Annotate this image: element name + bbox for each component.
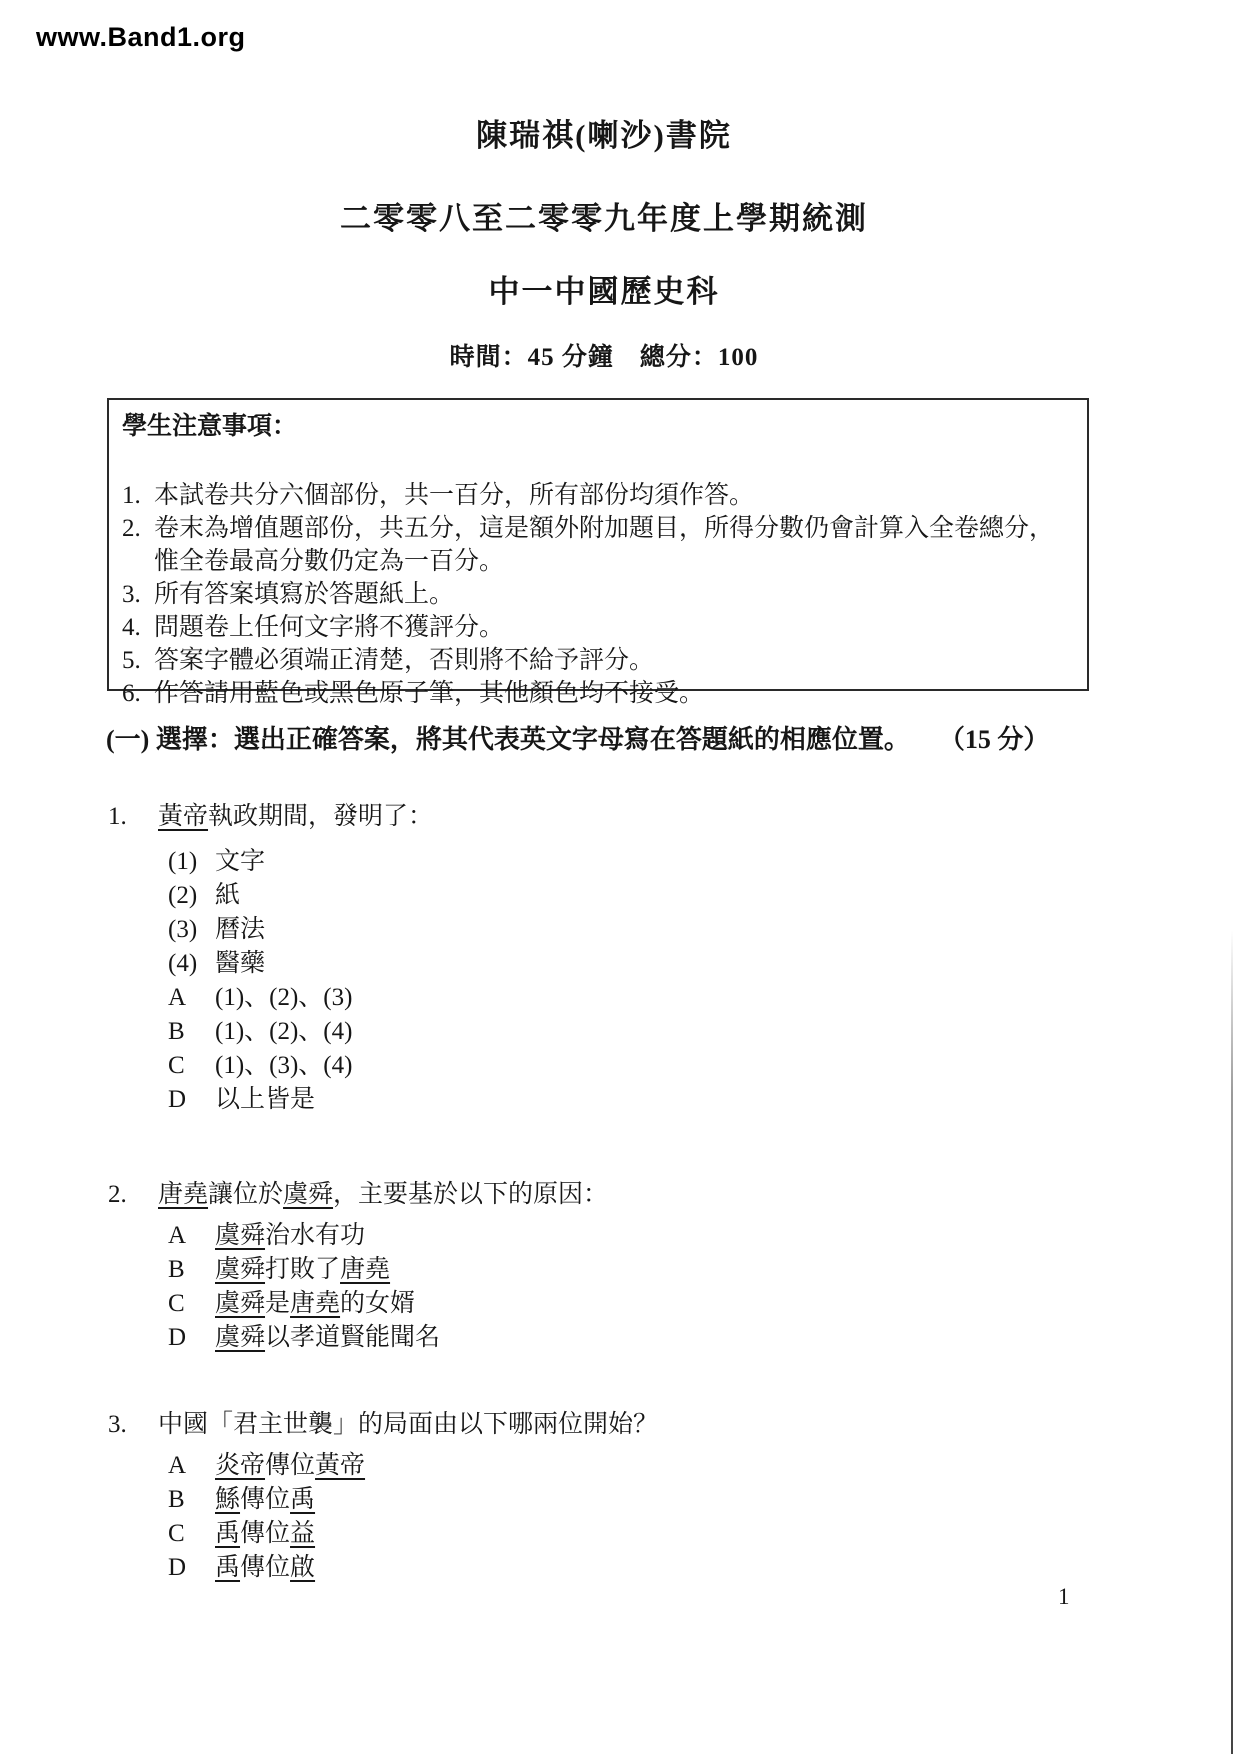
notice-item [122, 479, 1075, 512]
option-list [168, 1219, 1108, 1355]
option-text: 虞舜以孝道賢能聞名 [215, 1324, 441, 1351]
option-label: B [168, 1256, 185, 1283]
sub-option-text: 紙 [215, 882, 241, 909]
underlined-term: 益 [290, 1520, 316, 1547]
option-text: 虞舜治水有功 [215, 1222, 366, 1249]
sub-option-label: (2) [168, 882, 198, 909]
question-stem: 唐堯讓位於虞舜，主要基於以下的原因： [158, 1181, 609, 1208]
sub-option-row [168, 913, 1108, 947]
option-label: C [168, 1520, 185, 1547]
notice-item-text: 問題卷上任何文字將不獲評分。 [154, 614, 505, 641]
sub-option-text: 曆法 [215, 916, 266, 943]
sub-option-text: 文字 [215, 848, 266, 875]
watermark-text: www.Band1.org [36, 22, 246, 52]
option-text: (1)、(2)、(4) [215, 1018, 353, 1045]
notice-item [122, 611, 1075, 644]
underlined-term: 黃帝 [315, 1452, 366, 1479]
underlined-term: 唐堯 [158, 1181, 209, 1208]
section-heading-text: (一) 選擇：選出正確答案，將其代表英文字母寫在答題紙的相應位置。 [106, 725, 910, 754]
scan-artifact-line [1231, 930, 1233, 1754]
sub-option-label: (4) [168, 950, 198, 977]
notice-item-number: 5. [122, 647, 141, 674]
option-text: 虞舜打敗了唐堯 [215, 1256, 391, 1283]
underlined-term: 禹 [215, 1554, 241, 1581]
underlined-term: 虞舜 [215, 1222, 266, 1249]
option-row [168, 1083, 1108, 1117]
notice-item-list [122, 479, 1075, 710]
option-text: 鯀傳位禹 [215, 1486, 316, 1513]
question-block [108, 1178, 1108, 1355]
option-label: A [168, 1452, 187, 1479]
option-label: A [168, 984, 187, 1011]
school-title: 陳瑞祺(喇沙)書院 [476, 118, 732, 153]
sub-option-label: (3) [168, 916, 198, 943]
underlined-term: 虞舜 [283, 1181, 334, 1208]
option-list [168, 845, 1108, 1117]
question-stem: 中國「君主世襲」的局面由以下哪兩位開始？ [158, 1411, 659, 1438]
question-number: 1. [108, 803, 127, 830]
underlined-term: 唐堯 [290, 1290, 341, 1317]
question-head [108, 800, 1108, 833]
sub-option-row [168, 879, 1108, 913]
sub-option-text: 醫藥 [215, 950, 266, 977]
underlined-term: 虞舜 [215, 1290, 266, 1317]
notice-item-number: 6. [122, 680, 141, 707]
question-number: 3. [108, 1411, 127, 1438]
notice-item [122, 644, 1075, 677]
notice-item [122, 578, 1075, 611]
notice-box [107, 398, 1089, 707]
notice-item-text: 卷末為增值題部份，共五分，這是額外附加題目，所得分數仍會計算入全卷總分，惟全卷最高分數仍定為一百分。 [154, 515, 1055, 575]
underlined-term: 黃帝 [158, 803, 209, 830]
option-row [168, 1049, 1108, 1083]
underlined-term: 禹 [215, 1520, 241, 1547]
sub-option-row [168, 947, 1108, 981]
sub-option-row [168, 845, 1108, 879]
notice-item-text: 作答請用藍色或黑色原子筆，其他顏色均不接受。 [154, 680, 705, 707]
question-block [108, 1408, 1108, 1585]
subject-title: 中一中國歷史科 [488, 274, 720, 309]
option-label: B [168, 1018, 185, 1045]
notice-item [122, 512, 1075, 578]
option-list [168, 1449, 1108, 1585]
underlined-term: 啟 [290, 1554, 316, 1581]
option-label: D [168, 1086, 187, 1113]
option-text: (1)、(2)、(3) [215, 984, 353, 1011]
notice-item-text: 本試卷共分六個部份，共一百分，所有部份均須作答。 [154, 482, 755, 509]
question-number: 2. [108, 1181, 127, 1208]
option-row [168, 1287, 1108, 1321]
option-text: 禹傳位啟 [215, 1554, 316, 1581]
question-head [108, 1178, 1108, 1211]
option-text: 虞舜是唐堯的女婿 [215, 1290, 416, 1317]
option-row [168, 1253, 1108, 1287]
section-marks: （15 分） [951, 725, 1050, 754]
option-label: A [168, 1222, 187, 1249]
option-label: D [168, 1324, 187, 1351]
notice-item-number: 1. [122, 482, 141, 509]
option-row [168, 981, 1108, 1015]
option-label: C [168, 1290, 185, 1317]
sub-option-label: (1) [168, 848, 198, 875]
notice-title: 學生注意事項： [122, 413, 298, 440]
notice-item-number: 4. [122, 614, 141, 641]
underlined-term: 禹 [290, 1486, 316, 1513]
option-row [168, 1015, 1108, 1049]
option-row [168, 1219, 1108, 1253]
option-row [168, 1483, 1108, 1517]
notice-item-text: 所有答案填寫於答題紙上。 [154, 581, 455, 608]
time-score-line: 時間：45 分鐘 總分：100 [449, 344, 759, 371]
underlined-term: 鯀 [215, 1486, 241, 1513]
section-heading [106, 723, 1136, 757]
option-text: 以上皆是 [215, 1086, 316, 1113]
option-text: 禹傳位益 [215, 1520, 316, 1547]
option-label: C [168, 1052, 185, 1079]
option-row [168, 1449, 1108, 1483]
notice-item-text: 答案字體必須端正清楚，否則將不給予評分。 [154, 647, 655, 674]
option-label: D [168, 1554, 187, 1581]
option-text: 炎帝傳位黃帝 [215, 1452, 366, 1479]
option-label: B [168, 1486, 185, 1513]
notice-item-number: 2. [122, 515, 141, 542]
notice-item-number: 3. [122, 581, 141, 608]
underlined-term: 炎帝 [215, 1452, 266, 1479]
page-number: 1 [1058, 1584, 1070, 1609]
option-row [168, 1517, 1108, 1551]
exam-title: 二零零八至二零零九年度上學期統測 [340, 201, 868, 236]
option-row [168, 1551, 1108, 1585]
underlined-term: 虞舜 [215, 1324, 266, 1351]
question-block [108, 800, 1108, 1117]
question-head [108, 1408, 1108, 1441]
notice-item [122, 677, 1075, 710]
underlined-term: 唐堯 [340, 1256, 391, 1283]
underlined-term: 虞舜 [215, 1256, 266, 1283]
question-stem: 黃帝執政期間，發明了： [158, 803, 434, 830]
option-text: (1)、(3)、(4) [215, 1052, 353, 1079]
option-row [168, 1321, 1108, 1355]
